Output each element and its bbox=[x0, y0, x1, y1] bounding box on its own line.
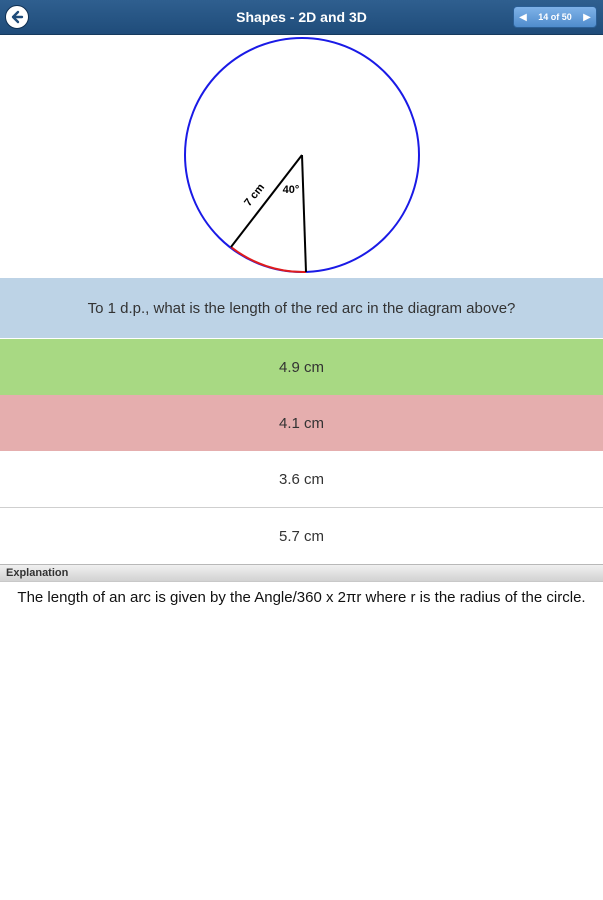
question-text: To 1 d.p., what is the length of the red arc in the diagram above? bbox=[0, 278, 603, 338]
question-pager bbox=[513, 6, 597, 28]
answer-option-correct[interactable]: 4.9 cm bbox=[0, 339, 603, 395]
answer-option-incorrect[interactable]: 4.1 cm bbox=[0, 395, 603, 451]
angle-label: 40° bbox=[282, 184, 300, 196]
radius-line-right bbox=[302, 155, 306, 272]
explanation-text: The length of an arc is given by the Angle/360 x 2πr where r is the radius of the circle. bbox=[17, 589, 586, 606]
explanation-header: Explanation bbox=[0, 564, 603, 582]
answer-option[interactable]: 5.7 cm bbox=[0, 508, 603, 564]
top-bar bbox=[0, 0, 603, 35]
answer-option[interactable]: 3.6 cm bbox=[0, 452, 603, 508]
triangle-right-icon[interactable]: ▶ bbox=[583, 11, 591, 23]
triangle-left-icon[interactable]: ◀ bbox=[519, 11, 527, 23]
radius-label: 7 cm bbox=[242, 181, 268, 209]
page-title: Shapes - 2D and 3D bbox=[236, 9, 367, 25]
red-arc bbox=[231, 247, 306, 272]
sector-diagram bbox=[0, 34, 603, 278]
pager-count: 14 of 50 bbox=[538, 12, 572, 22]
